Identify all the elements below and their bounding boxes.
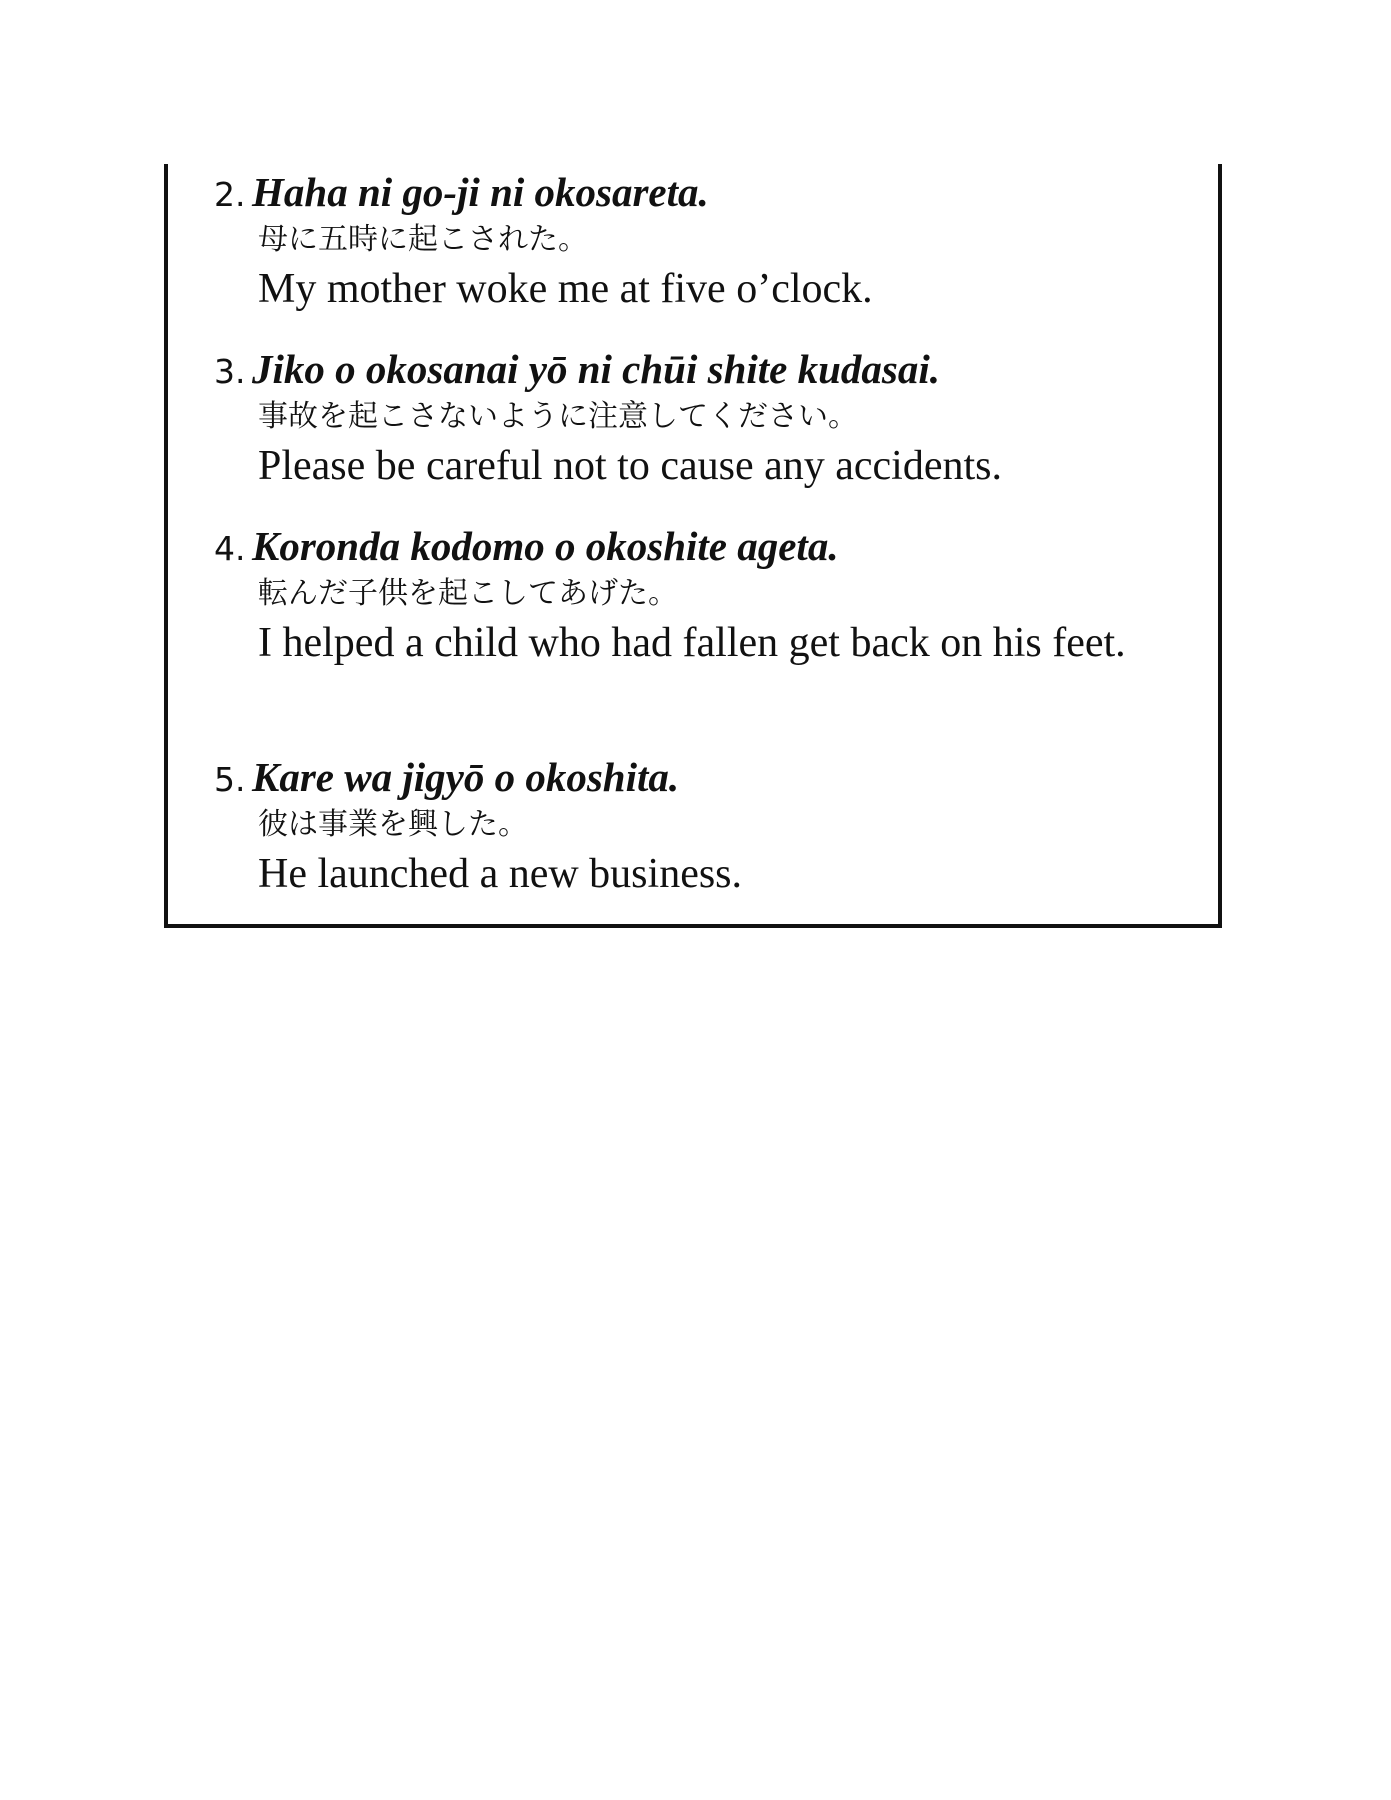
romaji-line (214, 345, 1218, 395)
example-entry-4 (214, 522, 1218, 670)
romaji-sentence: Jiko o okosanai yō ni chūi shite kudasai. (252, 346, 941, 392)
example-entry-2 (214, 168, 1218, 316)
entry-number: 2. (214, 175, 246, 214)
english-translation: My mother woke me at five o’clock. (258, 266, 873, 312)
romaji-line (214, 522, 1218, 572)
romaji-sentence: Koronda kodomo o okoshite ageta. (252, 523, 839, 569)
example-entry-5 (214, 753, 1218, 901)
romaji-line (214, 753, 1218, 803)
japanese-sentence: 母に五時に起こされた。 (258, 222, 588, 257)
japanese-sentence: 転んだ子供を起こしてあげた。 (258, 576, 678, 611)
japanese-sentence: 事故を起こさないように注意してください。 (258, 399, 858, 434)
entry-number: 4. (214, 529, 246, 568)
example-entry-3 (214, 345, 1218, 493)
entry-number: 3. (214, 352, 246, 391)
english-translation: He launched a new business. (258, 851, 743, 897)
english-translation: Please be careful not to cause any accidents. (258, 443, 1003, 489)
japanese-sentence: 彼は事業を興した。 (258, 807, 528, 842)
romaji-sentence: Kare wa jigyō o okoshita. (252, 754, 680, 800)
romaji-line (214, 168, 1218, 218)
romaji-sentence: Haha ni go-ji ni okosareta. (252, 169, 709, 215)
entry-number: 5. (214, 760, 246, 799)
english-translation: I helped a child who had fallen get back on his feet. (258, 620, 1126, 666)
